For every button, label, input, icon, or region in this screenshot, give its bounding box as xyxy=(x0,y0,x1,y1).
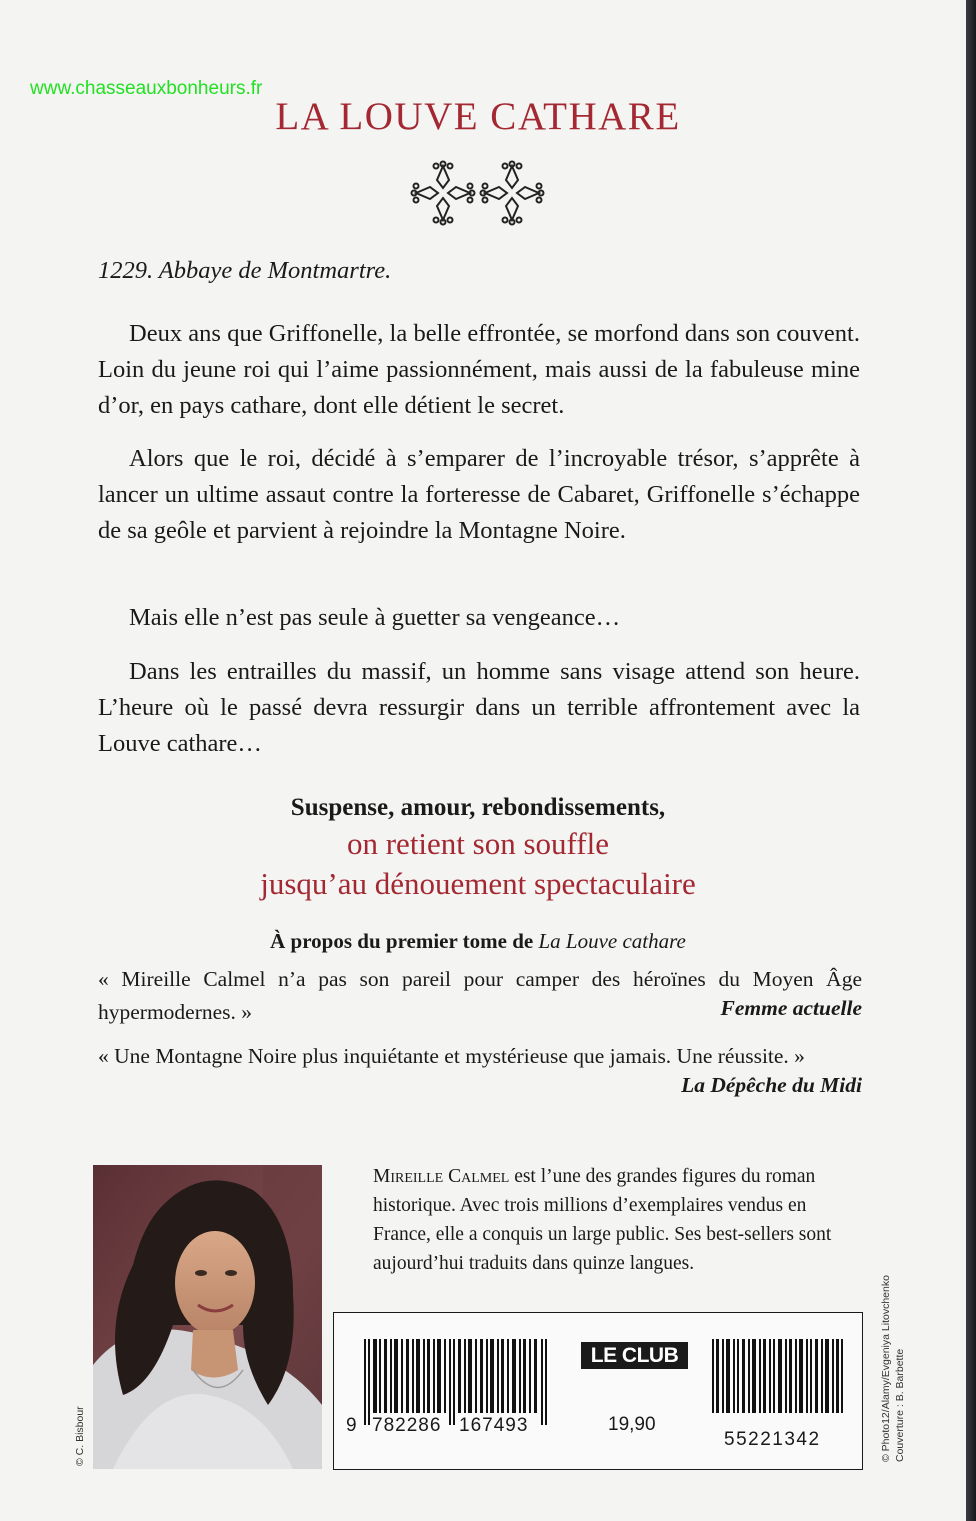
place-date: 1229. Abbaye de Montmartre. xyxy=(98,257,392,284)
barcode-panel xyxy=(333,1312,863,1470)
isbn-digits: 782286 xyxy=(372,1415,442,1436)
summary-paragraph: Mais elle n’est pas seule à guetter sa vengeance… xyxy=(129,604,621,631)
isbn-first-digit: 9 xyxy=(346,1415,357,1436)
press-source: Femme actuelle xyxy=(720,996,862,1020)
about-first-volume xyxy=(0,929,956,954)
book-title: LA LOUVE CATHARE xyxy=(275,95,681,138)
press-quote: « Une Montagne Noire plus inquiétante et mystérieuse que jamais. Une réussite. » xyxy=(98,1044,805,1068)
internal-code: 55221342 xyxy=(724,1429,821,1450)
tagline-red: on retient son souffle xyxy=(346,826,610,861)
price: 19,90 xyxy=(608,1414,656,1435)
author-photo xyxy=(93,1165,322,1469)
isbn-barcode xyxy=(364,1339,550,1425)
press-source: La Dépêche du Midi xyxy=(681,1073,862,1097)
internal-barcode xyxy=(712,1339,844,1413)
summary-paragraph: Alors que le roi, décidé à s’emparer de l’incroyable trésor, s’apprête à lancer un ultime assaut contre la forteresse de Cabaret, Griffonelle s’échappe de sa geôle et parvient à rejoindre la Montagne Noire. xyxy=(98,445,860,544)
tagline-bold: Suspense, amour, rebondissements, xyxy=(290,794,666,821)
occitan-cross-icon xyxy=(410,160,546,226)
author-name: Mireille Calmel xyxy=(373,1166,510,1187)
cover-credit: Couverture : B. Barbette xyxy=(894,1348,906,1462)
photo-credit: © C. Bisbour xyxy=(74,1406,86,1466)
about-book-title: La Louve cathare xyxy=(538,929,686,953)
press-quote: « Mireille Calmel n’a pas son pareil pour camper des héroïnes du Moyen Âge hypermodernes. » xyxy=(98,967,862,1024)
watermark-url[interactable]: www.chasseauxbonheurs.fr xyxy=(30,78,263,99)
isbn-digits: 167493 xyxy=(459,1415,529,1436)
summary-paragraph: Dans les entrailles du massif, un homme sans visage attend son heure. L’heure où le passé devra ressurgir dans un terrible affrontement avec la Louve cathare… xyxy=(98,658,860,757)
about-prefix: À propos du premier tome de xyxy=(270,929,539,953)
cover-credit: © Photo12/Alamy/Evgeniya Litovchenko xyxy=(880,1275,892,1462)
summary-paragraph: Deux ans que Griffonelle, la belle effrontée, se morfond dans son couvent. Loin du jeune roi qui l’aime passionnément, mais aussi de la fabuleuse mine d’or, en pays cathare, dont elle détient le secret. xyxy=(98,320,860,419)
tagline-red: jusqu’au dénouement spectaculaire xyxy=(260,866,696,901)
author-bio-text: est l’une des grandes figures du roman historique. Avec trois millions d’exemplaires vendus en France, elle a conquis un large public. Ses best-sellers sont aujourd’hui traduits dans quinze langues. xyxy=(373,1166,832,1274)
page-edge xyxy=(966,0,976,1521)
author-bio xyxy=(373,1162,865,1278)
publisher-logo: LE CLUB xyxy=(581,1342,688,1369)
